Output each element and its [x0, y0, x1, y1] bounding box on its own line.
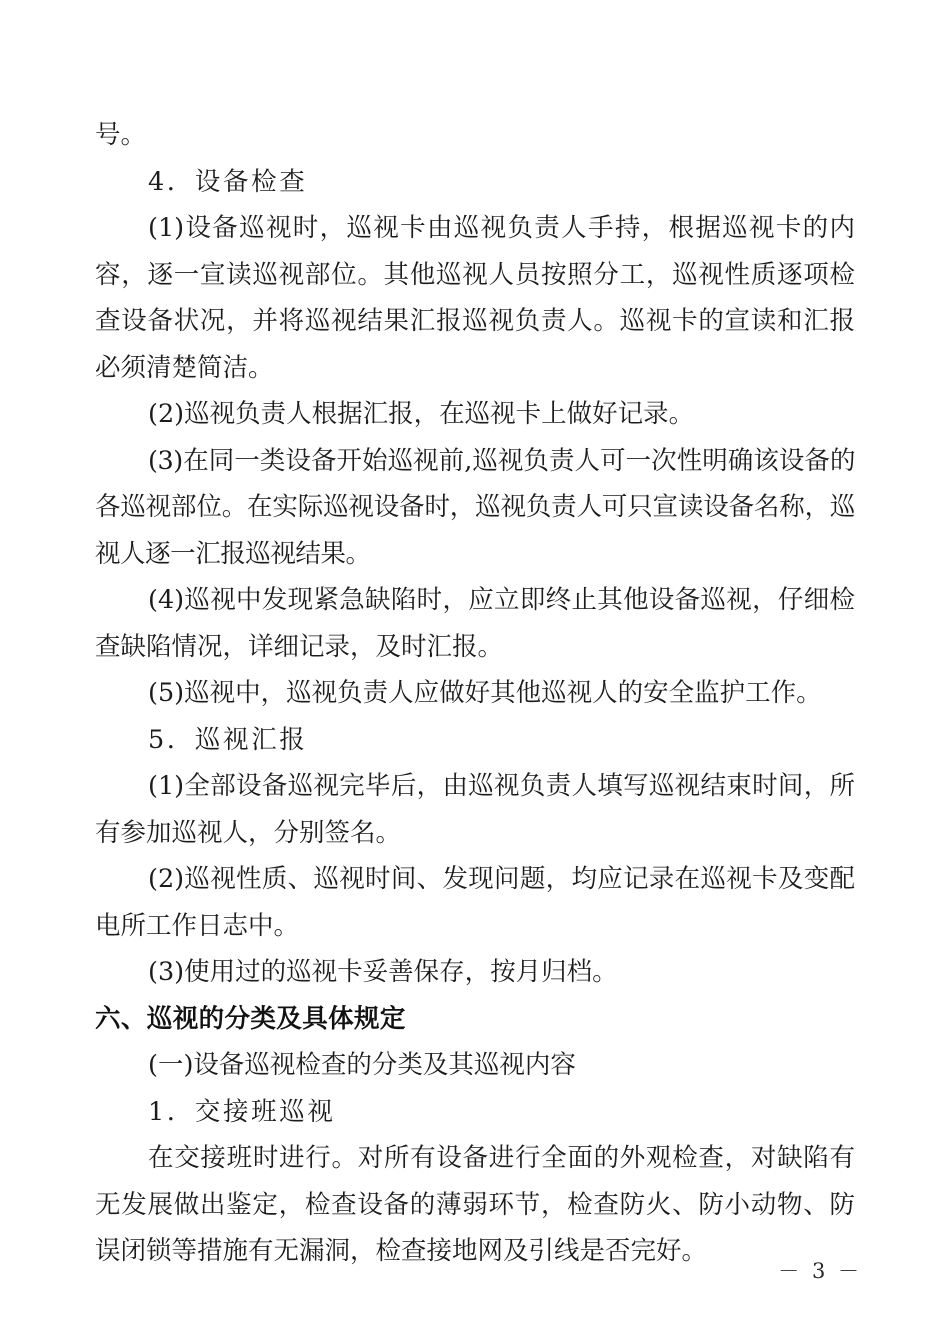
paragraph-continuation: 号。	[95, 120, 147, 150]
paragraph-item-4-4: (4)巡视中发现紧急缺陷时，应立即终止其他设备巡视，仔细检查缺陷情况，详细记录，及时汇报。	[95, 585, 855, 662]
page-number: － 3 －	[778, 1259, 862, 1283]
paragraph-item-4-5: (5)巡视中，巡视负责人应做好其他巡视人的安全监护工作。	[148, 678, 822, 708]
paragraph-item-5-3: (3)使用过的巡视卡妥善保存，按月归档。	[148, 957, 618, 987]
paragraph-item-4-3: (3)在同一类设备开始巡视前,巡视负责人可一次性明确该设备的各巡视部位。在实际巡视设备时，巡视负责人可只宣读设备名称，巡视人逐一汇报巡视结果。	[95, 445, 855, 569]
paragraph-item-5-2: (2)巡视性质、巡视时间、发现问题，均应记录在巡视卡及变配电所工作日志中。	[95, 864, 855, 941]
paragraph-item-5-heading: 5．巡视汇报	[148, 724, 308, 755]
paragraph-subsection-one: (一)设备巡视检查的分类及其巡视内容	[148, 1050, 576, 1080]
paragraph-item-4-heading: 4．设备检查	[148, 166, 308, 197]
paragraph-subsection-one-item-1-body: 在交接班时进行。对所有设备进行全面的外观检查，对缺陷有无发展做出鉴定，检查设备的薄弱环节，检查防火、防小动物、防误闭锁等措施有无漏洞，检查接地网及引线是否完好。	[95, 1143, 855, 1266]
section-heading-six: 六、巡视的分类及具体规定	[95, 1003, 406, 1034]
paragraph-item-4-2: (2)巡视负责人根据汇报，在巡视卡上做好记录。	[148, 399, 695, 429]
document-body	[95, 112, 855, 1275]
paragraph-item-5-1: (1)全部设备巡视完毕后，由巡视负责人填写巡视结束时间，所有参加巡视人，分别签名。	[95, 771, 855, 848]
paragraph-subsection-one-item-1: 1．交接班巡视	[148, 1096, 336, 1127]
paragraph-item-4-1: (1)设备巡视时，巡视卡由巡视负责人手持，根据巡视卡的内容，逐一宣读巡视部位。其他巡视人员按照分工，巡视性质逐项检查设备状况，并将巡视结果汇报巡视负责人。巡视卡的宣读和汇报必须清楚简洁。	[95, 213, 855, 383]
